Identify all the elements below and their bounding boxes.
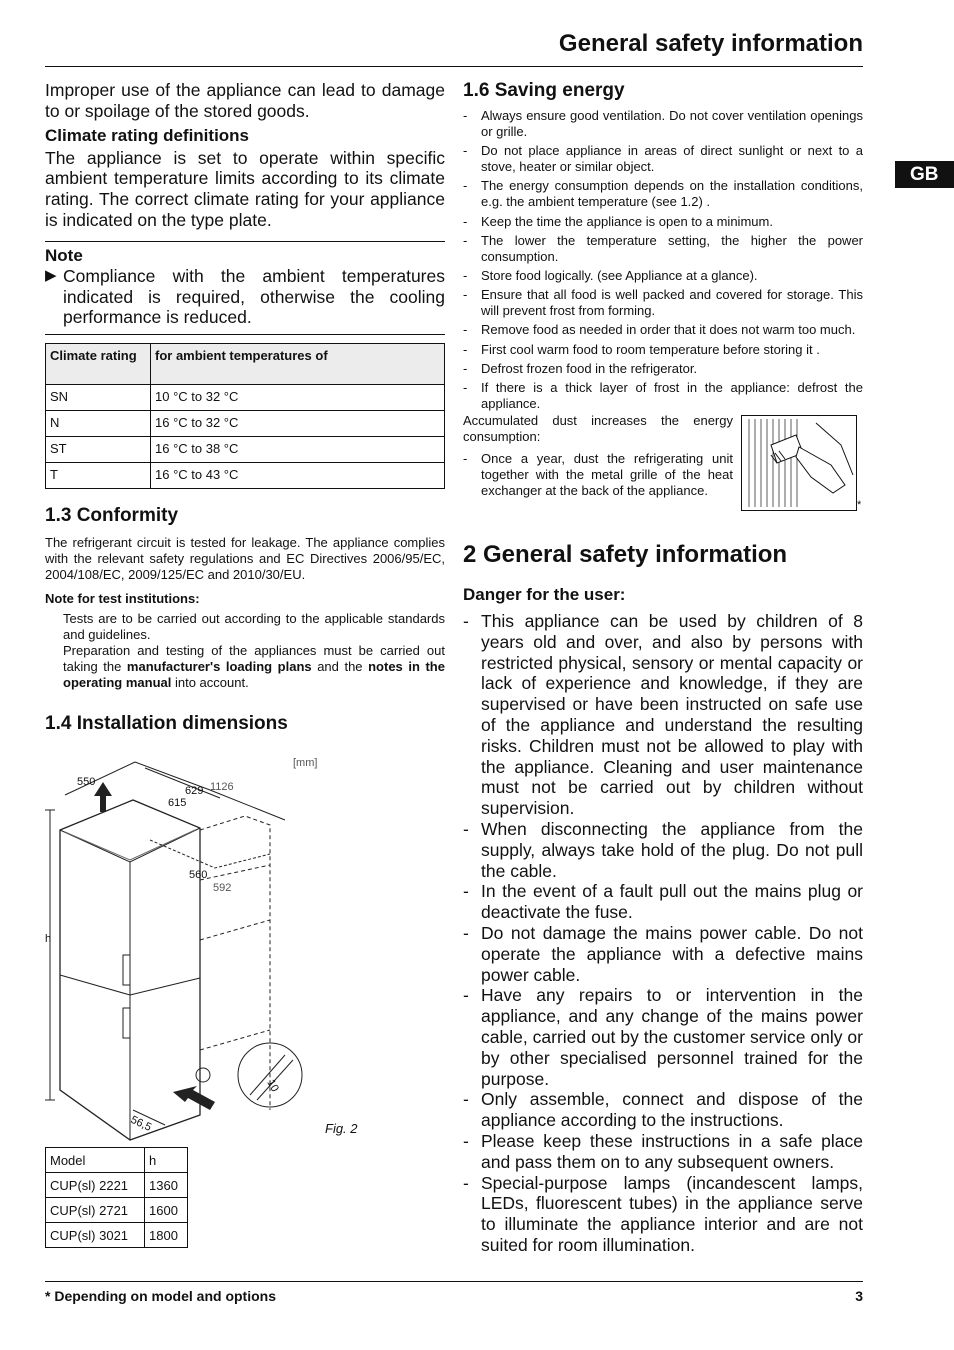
list-item: - The lower the temperature setting, the higher the power consumption. [463, 232, 863, 264]
dim-629: 629 [185, 785, 204, 797]
table-header-cell: h [145, 1148, 188, 1173]
table-cell: N [46, 411, 151, 437]
list-item: - Have any repairs to or intervention in the appliance, and any change of the mains power cable, carried out by the customer service only or by other specialised personnel trained for the purpose. [463, 985, 863, 1089]
section-heading: 2 General safety information [463, 541, 788, 569]
list-item: - Do not damage the mains power cable. Do not operate the appliance with a defective mains power cable. [463, 923, 863, 985]
list-item: - The energy consumption depends on the installation conditions, e.g. the ambient temperature (see 1.2) . [463, 178, 863, 210]
dust-intro: Accumulated dust increases the energy consumption: [463, 413, 733, 445]
left-column [45, 80, 445, 743]
table-cell: 1800 [145, 1223, 188, 1248]
table-header-cell: for ambient temperatures of [151, 344, 445, 385]
note-item [45, 266, 445, 328]
test-text-1: Tests are to be carried out according to the applicable standards and guidelines. [63, 611, 445, 643]
installation-dimensions-figure [45, 750, 445, 1145]
list-item: - Please keep these instructions in a safe place and pass them on to any subsequent owners. [463, 1130, 863, 1172]
test-heading: Note for test institutions: [45, 591, 200, 607]
climate-heading: Climate rating definitions [45, 125, 250, 145]
table-row [46, 1198, 188, 1223]
page-number: 3 [855, 1288, 863, 1304]
table-row [46, 385, 445, 411]
dust-block [463, 413, 863, 512]
saving-list [463, 108, 863, 412]
list-item: - Only assemble, connect and dispose of the appliance according to the instructions. [463, 1089, 863, 1131]
saving-heading: 1.6 Saving energy [463, 80, 625, 101]
dusting-illustration [741, 415, 857, 511]
conformity-text: The refrigerant circuit is tested for leakage. The appliance complies with the relevant safety regulations and EC Directives 2006/95/EC, 2004/108/EC, 2009/125/EC and 2010/30/EU. [45, 535, 445, 583]
dim-h: h [45, 933, 52, 945]
models-table [45, 1147, 188, 1248]
note-block [45, 242, 445, 334]
list-item: - Defrost frozen food in the refrigerator. [463, 360, 698, 376]
list-item: - Keep the time the appliance is open to a minimum. [463, 213, 773, 229]
list-item: - Special-purpose lamps (incandescent lamps, LEDs, fluorescent tubes) in the appliance serve to illuminate the appliance interior and are not suited for room illumination. [463, 1172, 863, 1255]
list-item: - In the event of a fault pull out the mains plug or deactivate the fuse. [463, 881, 863, 923]
table-row [46, 411, 445, 437]
table-cell: CUP(sl) 3021 [46, 1223, 145, 1248]
dim-1126: 1126 [210, 781, 234, 793]
table-cell: SN [46, 385, 151, 411]
table-header-row [46, 344, 445, 385]
header-rule [45, 66, 863, 67]
dim-56-5: 56,5 [128, 1113, 154, 1134]
push-arrow-icon [173, 1086, 215, 1110]
list-item: - When disconnecting the appliance from the supply, always take hold of the plug. Do not pull the cable. [463, 819, 863, 881]
asterisk-note: * [857, 499, 862, 512]
table-header-cell: Climate rating [46, 344, 151, 385]
figure-caption: Fig. 2 [325, 1121, 358, 1136]
triangle-right-icon: ▶ [45, 266, 57, 284]
table-row [46, 437, 445, 463]
table-cell: 1600 [145, 1198, 188, 1223]
note-title: Note [45, 245, 83, 265]
list-item: - Do not place appliance in areas of direct sunlight or next to a stove, heater or similar object. [463, 143, 863, 175]
dim-10: 10 [264, 1077, 281, 1095]
list-item: - First cool warm food to room temperature before storing it . [463, 341, 820, 357]
table-header-row [46, 1148, 188, 1173]
installation-heading: 1.4 Installation dimensions [45, 713, 288, 735]
list-item: - Remove food as needed in order that it does not warm too much. [463, 322, 856, 338]
table-cell: 16 °C to 43 °C [151, 463, 445, 489]
right-column [463, 80, 863, 1256]
lift-arrow-icon [94, 782, 112, 812]
danger-list [463, 611, 863, 1256]
footer-note: * Depending on model and options [45, 1288, 276, 1304]
table-cell: CUP(sl) 2221 [46, 1173, 145, 1198]
table-cell: ST [46, 437, 151, 463]
list-item: - This appliance can be used by children of 8 years old and over, and also by persons with restricted physical, sensory or mental capacity or lack of experience and knowledge, if they are supervised or have been instructed on safe use of the appliance and understand the resulting risks. Children must not be allowed to play with the appliance. Cleaning and user maintenance must not be carried out by children without supervision. [463, 611, 863, 819]
dim-615: 615 [168, 797, 187, 809]
climate-text: The appliance is set to operate within specific ambient temperature limits according to its climate rating. The correct climate rating for your appliance is indicated on the type plate. [45, 147, 445, 230]
table-header-cell: Model [46, 1148, 145, 1173]
table-cell: T [46, 463, 151, 489]
dim-550: 550 [77, 776, 96, 788]
table-cell: 16 °C to 32 °C [151, 411, 445, 437]
table-cell: CUP(sl) 2721 [46, 1198, 145, 1223]
list-item: - Store food logically. (see Appliance at a glance). [463, 267, 758, 283]
dim-560: 560 [189, 869, 208, 881]
table-row [46, 1173, 188, 1198]
list-item: - Always ensure good ventilation. Do not cover ventilation openings or grille. [463, 108, 863, 139]
list-item: - Ensure that all food is well packed and covered for storage. This will prevent frost from forming. [463, 287, 863, 319]
test-text-2: Preparation and testing of the appliances must be carried out taking the manufacturer's loading plans and the notes in the operating manual into account. [63, 643, 445, 691]
climate-table [45, 343, 445, 489]
note-text: Compliance with the ambient temperatures indicated is required, otherwise the cooling performance is reduced. [63, 265, 445, 328]
table-cell: 16 °C to 38 °C [151, 437, 445, 463]
table-cell: 1360 [145, 1173, 188, 1198]
intro-text: Improper use of the appliance can lead to damage to or spoilage of the stored goods. [45, 80, 445, 121]
unit-label: [mm] [293, 757, 318, 769]
language-tab: GB [895, 161, 954, 188]
dim-592: 592 [213, 882, 232, 894]
table-cell: 10 °C to 32 °C [151, 385, 445, 411]
footer-rule [45, 1281, 863, 1282]
danger-heading: Danger for the user: [463, 585, 626, 605]
list-item: - If there is a thick layer of frost in the appliance: defrost the appliance. [463, 379, 863, 411]
list-item: - Once a year, dust the refrigerating unit together with the metal grille of the heat exchanger at the back of the appliance. [463, 451, 733, 499]
note-bottom-rule [45, 334, 445, 335]
table-row [46, 463, 445, 489]
table-row [46, 1223, 188, 1248]
conformity-heading: 1.3 Conformity [45, 505, 179, 527]
page-title: General safety information [558, 30, 863, 57]
